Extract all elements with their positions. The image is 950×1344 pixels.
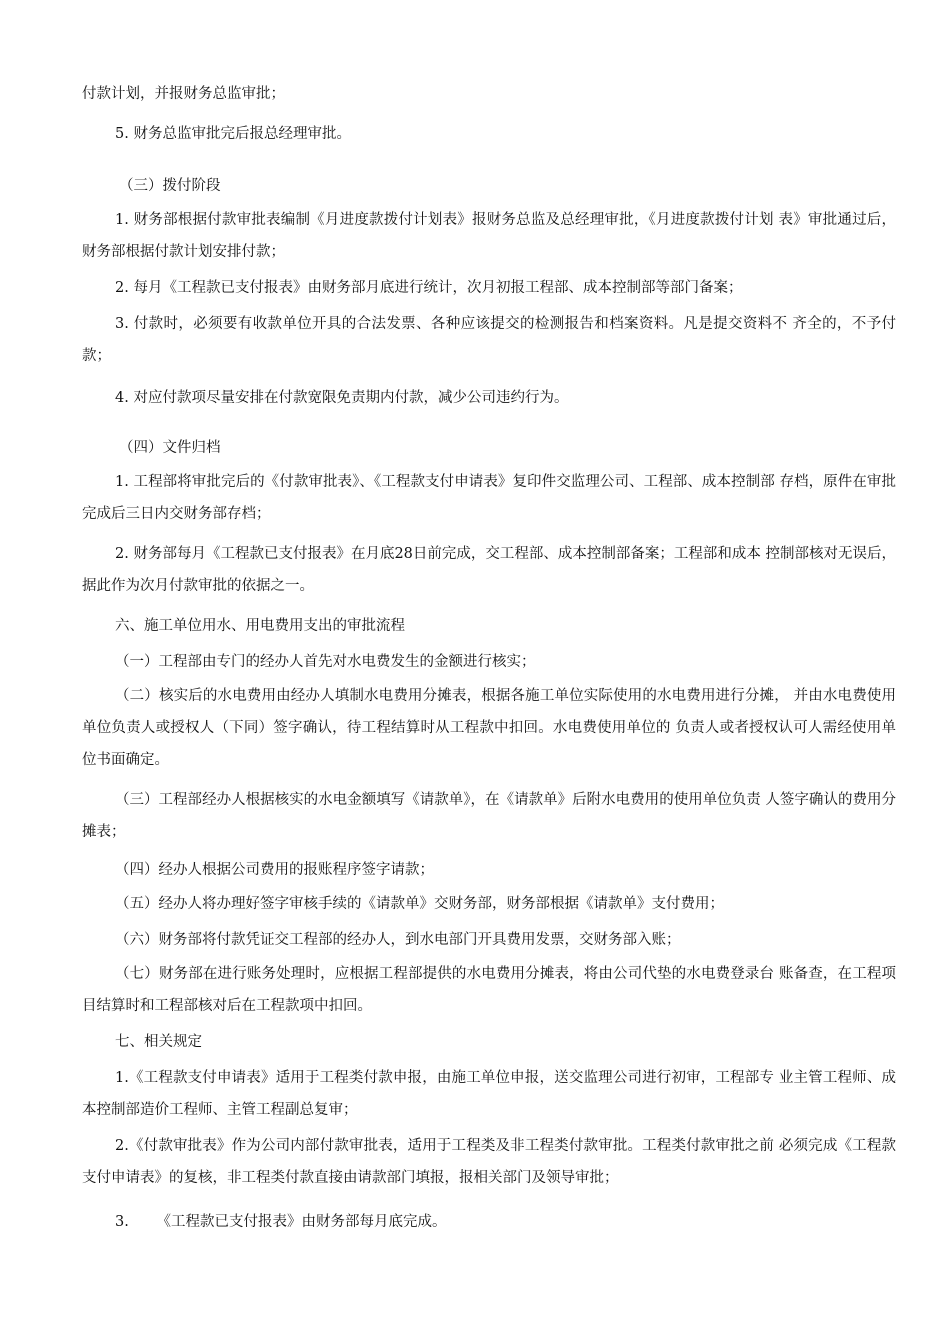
section-heading: （四）文件归档 [119,440,221,456]
paragraph: （三）工程部经办人根据核实的水电金额填写《请款单》，在《请款单》后附水电费用的使用单位负责 人签字确认的费用分摊表； [82,792,896,840]
paragraph: （五）经办人将办理好签字审核手续的《请款单》交财务部，财务部根据《请款单》支付费用； [115,896,724,912]
paragraph: 4. 对应付款项尽量安排在付款宽限免责期内付款，减少公司违约行为。 [115,390,569,406]
paragraph: 1. 财务部根据付款审批表编制《月进度款拨付计划表》报财务总监及总经理审批，《月进度款拨付计划 表》审批通过后，财务部根据付款计划安排付款； [82,212,896,260]
paragraph: （二）核实后的水电费用由经办人填制水电费用分摊表，根据各施工单位实际使用的水电费用进行分摊， 并由水电费使用单位负责人或授权人（下同）签字确认，待工程结算时从工程款中扣回。水电费使用单位的 负责人或者授权认可人需经使用单位书面确定。 [82,688,896,768]
section-heading: （三）拨付阶段 [119,178,221,194]
paragraph: （一）工程部由专门的经办人首先对水电费发生的金额进行核实； [115,654,536,670]
section-heading: 七、相关规定 [115,1034,202,1050]
section-heading: 六、施工单位用水、用电费用支出的审批流程 [115,618,405,634]
paragraph: （七）财务部在进行账务处理时，应根据工程部提供的水电费用分摊表，将由公司代垫的水电费登录台 账备查，在工程项目结算时和工程部核对后在工程款项中扣回。 [82,966,896,1014]
paragraph: 2. 财务部每月《工程款已支付报表》在月底28日前完成，交工程部、成本控制部备案；工程部和成本 控制部核对无误后，据此作为次月付款审批的依据之一。 [82,546,896,594]
paragraph: （四）经办人根据公司费用的报账程序签字请款； [115,862,434,878]
paragraph: 2.《付款审批表》作为公司内部付款审批表，适用于工程类及非工程类付款审批。工程类付款审批之前 必须完成《工程款支付申请表》的复核，非工程类付款直接由请款部门填报，报相关部门及领导审批； [82,1138,896,1186]
paragraph: 1. 工程部将审批完后的《付款审批表》、《工程款支付申请表》复印件交监理公司、工程部、成本控制部 存档，原件在审批完成后三日内交财务部存档； [82,474,896,522]
paragraph: 2. 每月《工程款已支付报表》由财务部月底进行统计，次月初报工程部、成本控制部等部门备案； [115,280,743,296]
paragraph: （六）财务部将付款凭证交工程部的经办人，到水电部门开具费用发票，交财务部入账； [115,932,681,948]
paragraph: 付款计划，并报财务总监审批； [82,86,285,102]
paragraph: 5. 财务总监审批完后报总经理审批。 [115,126,351,142]
paragraph: 3. 《工程款已支付报表》由财务部每月底完成。 [115,1214,447,1230]
paragraph: 1.《工程款支付申请表》适用于工程类付款申报，由施工单位申报，送交监理公司进行初审，工程部专 业主管工程师、成本控制部造价工程师、主管工程副总复审； [82,1070,896,1118]
paragraph: 3. 付款时，必须要有收款单位开具的合法发票、各种应该提交的检测报告和档案资料。凡是提交资料不 齐全的，不予付款； [82,316,896,364]
